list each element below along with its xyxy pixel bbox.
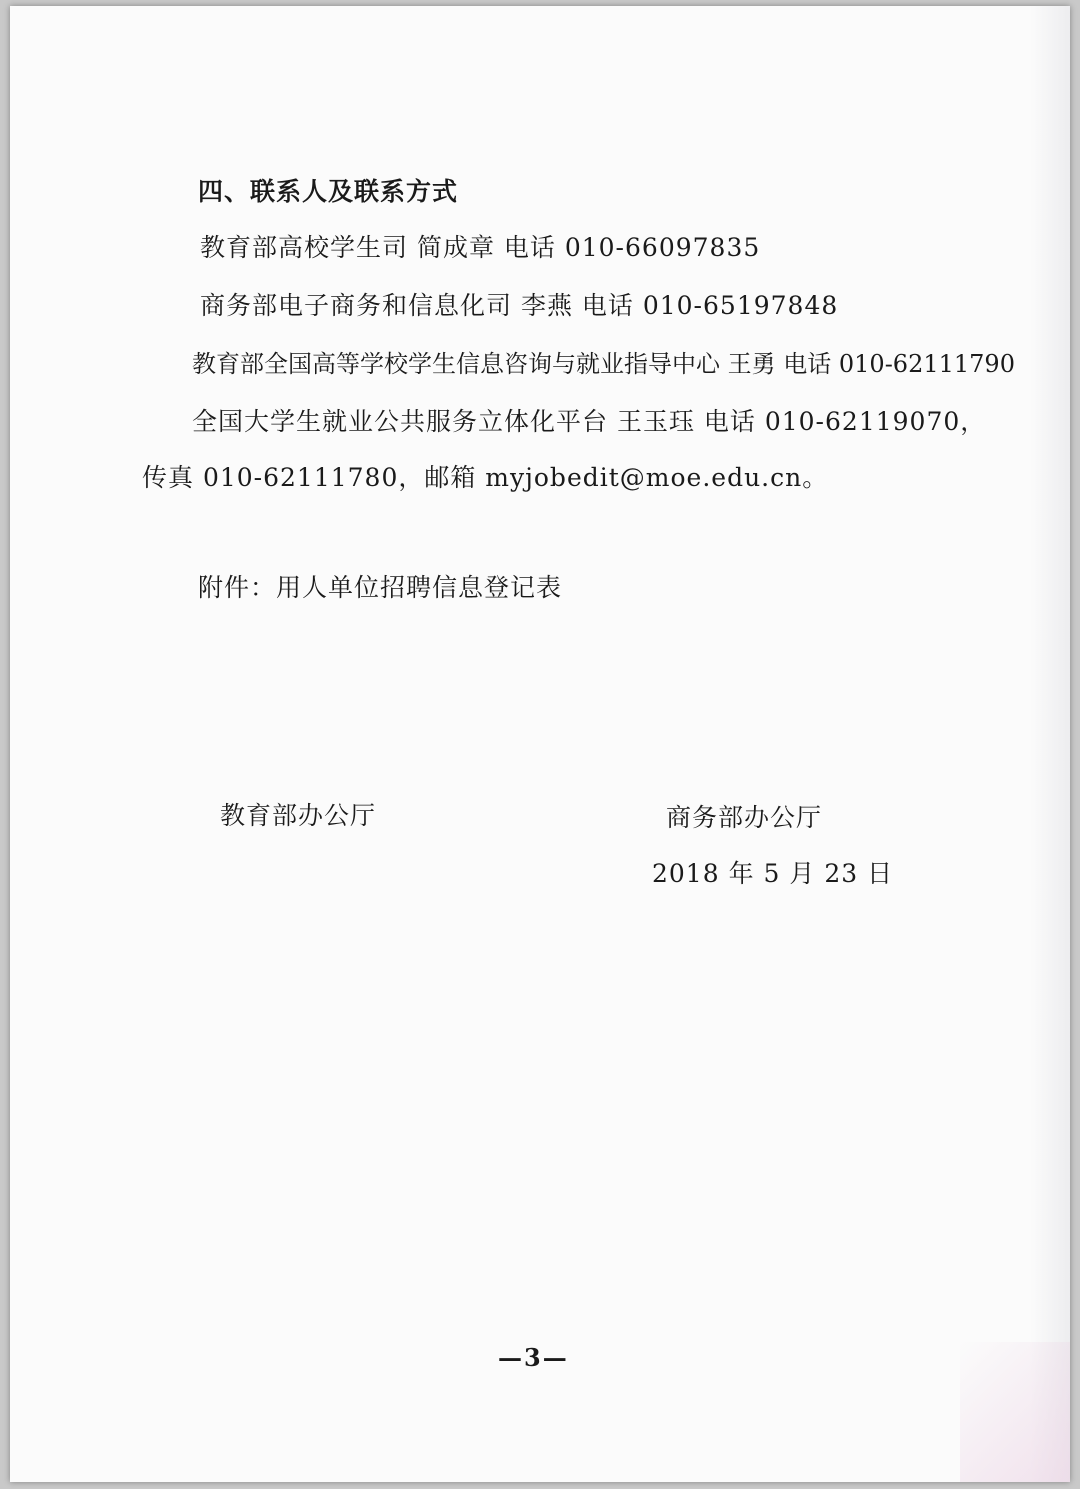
contact-line: 教育部全国高等学校学生信息咨询与就业指导中心 王勇 电话 010-62111790: [192, 350, 1015, 378]
signatory-left: 教育部办公厅: [220, 801, 377, 830]
issue-date: 2018 年 5 月 23 日: [652, 859, 894, 888]
contact-line: 传真 010-62111780，邮箱 myjobedit@moe.edu.cn。: [142, 463, 829, 492]
signatory-right: 商务部办公厅: [666, 803, 823, 832]
section-heading: 四、联系人及联系方式: [198, 177, 459, 206]
page-corner-tint: [960, 1342, 1070, 1482]
contact-line: 商务部电子商务和信息化司 李燕 电话 010-65197848: [200, 291, 839, 320]
page-edge-shadow: [1030, 6, 1070, 1482]
document-page: [10, 6, 1070, 1482]
page-number: —3—: [498, 1343, 569, 1372]
contact-line: 教育部高校学生司 简成章 电话 010-66097835: [200, 233, 761, 262]
attachment-note: 附件：用人单位招聘信息登记表: [198, 573, 563, 602]
contact-line: 全国大学生就业公共服务立体化平台 王玉珏 电话 010-62119070，: [192, 407, 987, 436]
